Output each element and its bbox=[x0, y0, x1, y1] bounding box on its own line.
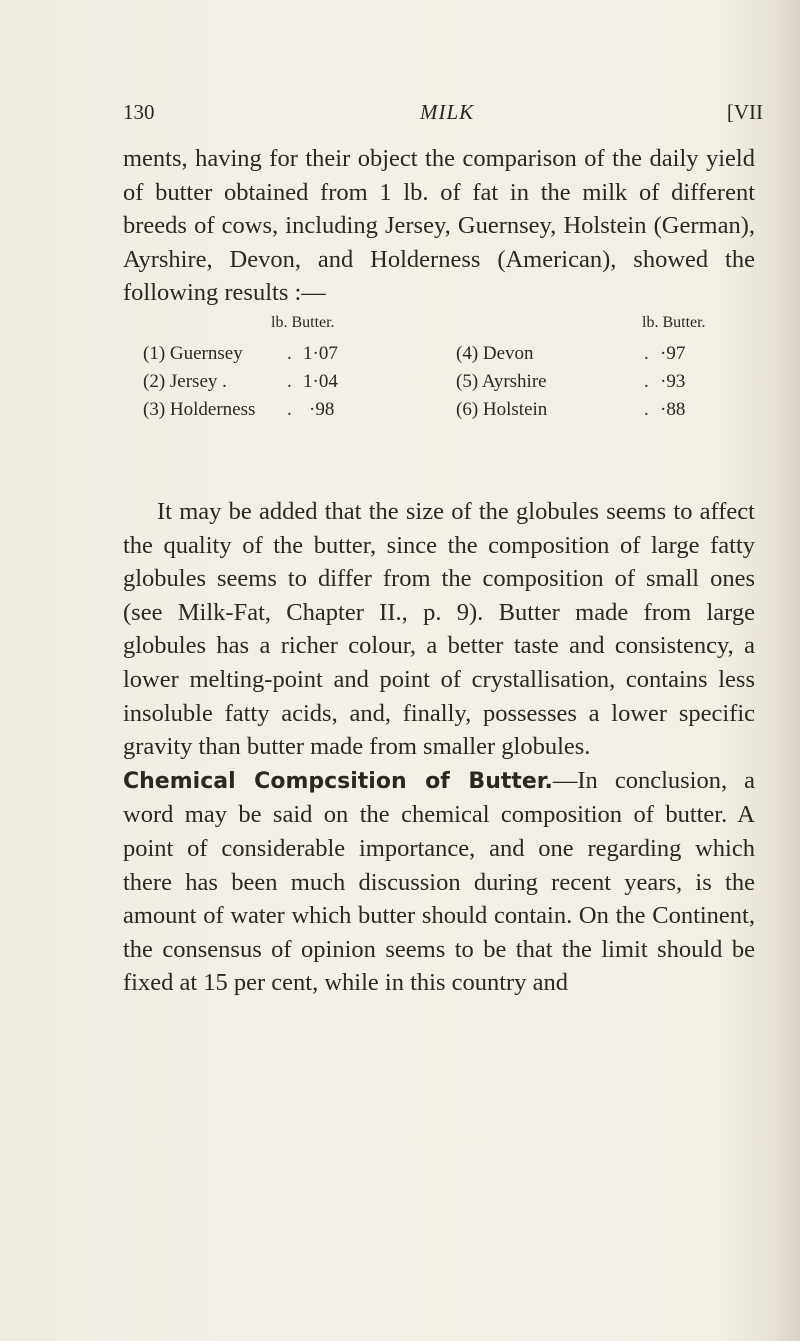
butter-value: ·93 bbox=[660, 371, 686, 392]
breed-name: (4) Devon bbox=[456, 343, 534, 364]
leader-dot: . bbox=[644, 371, 649, 392]
table-row bbox=[456, 343, 766, 369]
breed-name: (5) Ayrshire bbox=[456, 371, 547, 392]
table-header-left: lb. Butter. bbox=[271, 314, 335, 331]
paragraph-chemical-composition: —In conclusion, a word may be said on the chemical composition of butter. A point of considerable importance, and one regarding which there has been much discussion during recent years, is the amount of water which butter should contain. On the Continent, the consensus of opinion seems to be that the limit should be fixed at 15 per cent, while in this country and bbox=[123, 766, 755, 997]
leader-dot: . bbox=[644, 399, 649, 420]
running-header bbox=[123, 100, 763, 134]
table-row bbox=[456, 399, 766, 425]
leader-dot: . bbox=[287, 371, 292, 392]
section-heading: Chemical Compcsition of Butter. bbox=[123, 768, 553, 794]
table-row bbox=[143, 371, 453, 397]
table-row bbox=[143, 399, 453, 425]
paragraph-intro: ments, having for their object the comparison of the daily yield of butter obtained from 1 lb. of fat in the milk of different breeds of cows, including Jersey, Guernsey, Holstein (German), Ayrshire, Devon, and Holderness (American), showed the following results :— bbox=[123, 145, 755, 307]
paragraph-globules: It may be added that the size of the globules seems to affect the quality of the butter, since the composition of large fatty globules seems to differ from the composition of small ones (see Milk-Fat, Chapter II., p. 9). Butter made from large globules has a richer colour, a better taste and consistency, a lower melting-point and point of crystallisation, contains less insoluble fatty acids, and, finally, possesses a lower specific gravity than butter made from smaller globules. bbox=[123, 498, 755, 761]
leader-dot: . bbox=[287, 343, 292, 364]
breed-name: (1) Guernsey bbox=[143, 343, 243, 364]
breed-name: (3) Holderness bbox=[143, 399, 256, 420]
butter-yield-table bbox=[143, 314, 763, 424]
running-title: MILK bbox=[420, 100, 475, 124]
butter-value: ·98 bbox=[309, 399, 335, 420]
butter-value: 1·04 bbox=[303, 371, 338, 392]
butter-value: ·97 bbox=[660, 343, 686, 364]
paragraph-body bbox=[123, 495, 755, 1000]
leader-dot: . bbox=[287, 399, 292, 420]
leader-dot: . bbox=[644, 343, 649, 364]
butter-value: 1·07 bbox=[303, 343, 338, 364]
table-header-right: lb. Butter. bbox=[642, 314, 706, 331]
butter-value: ·88 bbox=[660, 399, 686, 420]
breed-name: (2) Jersey . bbox=[143, 371, 227, 392]
page-number: 130 bbox=[123, 100, 155, 124]
breed-name: (6) Holstein bbox=[456, 399, 548, 420]
table-row bbox=[456, 371, 766, 397]
chapter-marker: [VII bbox=[726, 100, 763, 124]
table-row bbox=[143, 343, 453, 369]
